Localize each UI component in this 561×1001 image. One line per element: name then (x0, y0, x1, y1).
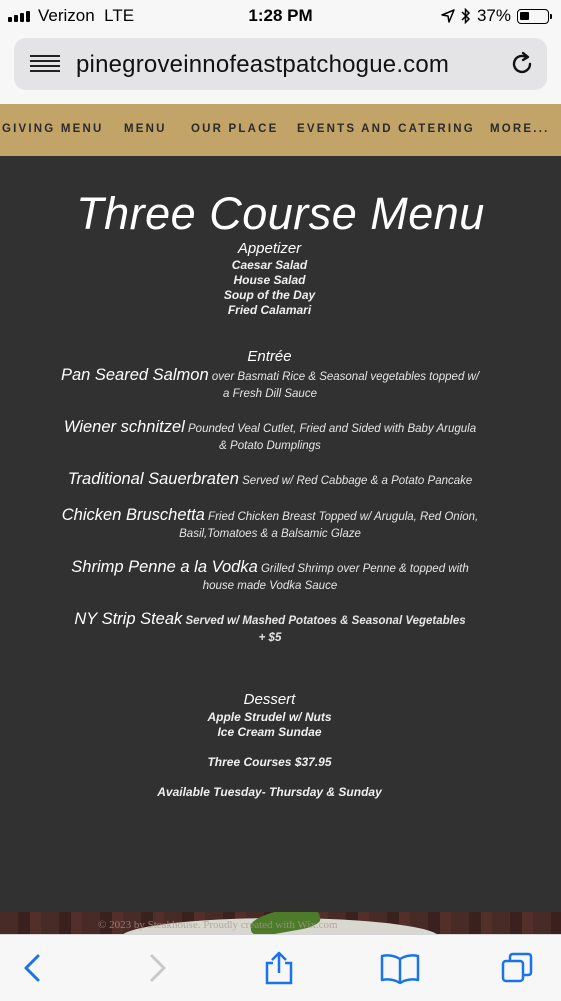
back-icon[interactable] (16, 951, 50, 985)
location-arrow-icon (441, 9, 455, 23)
copyright-text: © 2023 by Steakhouse. Proudly created with Wix.com (98, 919, 338, 931)
appetizer-heading: Appetizer (237, 240, 302, 257)
dish-description-cont: & Potato Dumplings (219, 440, 321, 452)
nav-item-giving-menu[interactable]: GIVING MENU (2, 123, 104, 135)
battery-icon (517, 9, 549, 24)
dish-description: Fried Chicken Breast Topped w/ Arugula, Red Onion, (208, 511, 479, 523)
dessert-item: Ice Cream Sundae (217, 725, 322, 739)
dish-name: NY Strip Steak (74, 610, 183, 628)
tabs-icon[interactable] (500, 951, 534, 985)
nav-item-our-place[interactable]: OUR PLACE (191, 123, 279, 135)
nav-item-more[interactable]: MORE... (490, 123, 550, 135)
dish-price-addon: + $5 (258, 632, 282, 644)
dish-description-cont: house made Vodka Sauce (202, 580, 338, 592)
bookmarks-icon[interactable] (380, 951, 420, 985)
battery-percent: 37% (476, 6, 511, 25)
menu-availability: Available Tuesday- Thursday & Sunday (157, 785, 382, 799)
carrier-label: Verizon LTE (38, 6, 135, 25)
entree-heading: Entrée (247, 348, 292, 365)
dessert-heading: Dessert (243, 691, 296, 708)
reader-menu-icon[interactable] (30, 54, 60, 74)
dish-name: Pan Seared Salmon (60, 366, 209, 384)
dessert-item: Apple Strudel w/ Nuts (207, 710, 332, 724)
address-bar[interactable] (14, 38, 547, 90)
nav-item-menu[interactable]: MENU (124, 123, 167, 135)
dish-name: Chicken Bruschetta (61, 506, 205, 524)
dish-description-cont: a Fresh Dill Sauce (223, 388, 317, 400)
menu-price: Three Courses $37.95 (207, 755, 332, 769)
reload-icon[interactable] (509, 51, 535, 77)
dish-description: over Basmati Rice & Seasonal vegetables topped w/ (211, 371, 480, 383)
clock: 1:28 PM (248, 6, 313, 25)
entree-item (20, 611, 520, 647)
appetizer-item: Soup of the Day (223, 288, 316, 302)
entree-item (20, 419, 520, 455)
entree-item (20, 367, 520, 403)
browser-address-area (0, 32, 561, 104)
menu-board (0, 156, 561, 912)
forward-icon[interactable] (140, 951, 174, 985)
appetizer-item: House Salad (233, 273, 306, 287)
dish-description: Grilled Shrimp over Penne & topped with (260, 563, 469, 575)
status-right (441, 6, 549, 26)
dish-name: Shrimp Penne a la Vodka (71, 558, 258, 576)
appetizer-item: Fried Calamari (227, 303, 312, 317)
site-footer (0, 912, 561, 934)
entree-item (20, 507, 520, 543)
dish-name: Traditional Sauerbraten (67, 470, 239, 488)
entree-item (20, 471, 520, 490)
site-navigation (0, 104, 561, 156)
entree-item (20, 559, 520, 595)
dish-description: Served w/ Mashed Potatoes & Seasonal Vegetables (185, 615, 466, 627)
url-text[interactable]: pinegroveinnofeastpatchogue.com (76, 51, 450, 78)
status-bar (0, 0, 561, 32)
dish-description: Served w/ Red Cabbage & a Potato Pancake (242, 475, 473, 487)
dish-description: Pounded Veal Cutlet, Fried and Sided with Baby Arugula (188, 423, 477, 435)
browser-toolbar (0, 934, 561, 1001)
dish-name: Wiener schnitzel (63, 418, 185, 436)
nav-item-events-and-catering[interactable]: EVENTS AND CATERING (297, 123, 475, 135)
bluetooth-icon (461, 8, 471, 24)
dish-description-cont: Basil,Tomatoes & a Balsamic Glaze (179, 528, 361, 540)
appetizer-item: Caesar Salad (231, 258, 308, 272)
share-icon[interactable] (262, 951, 296, 985)
menu-title: Three Course Menu (76, 188, 485, 239)
